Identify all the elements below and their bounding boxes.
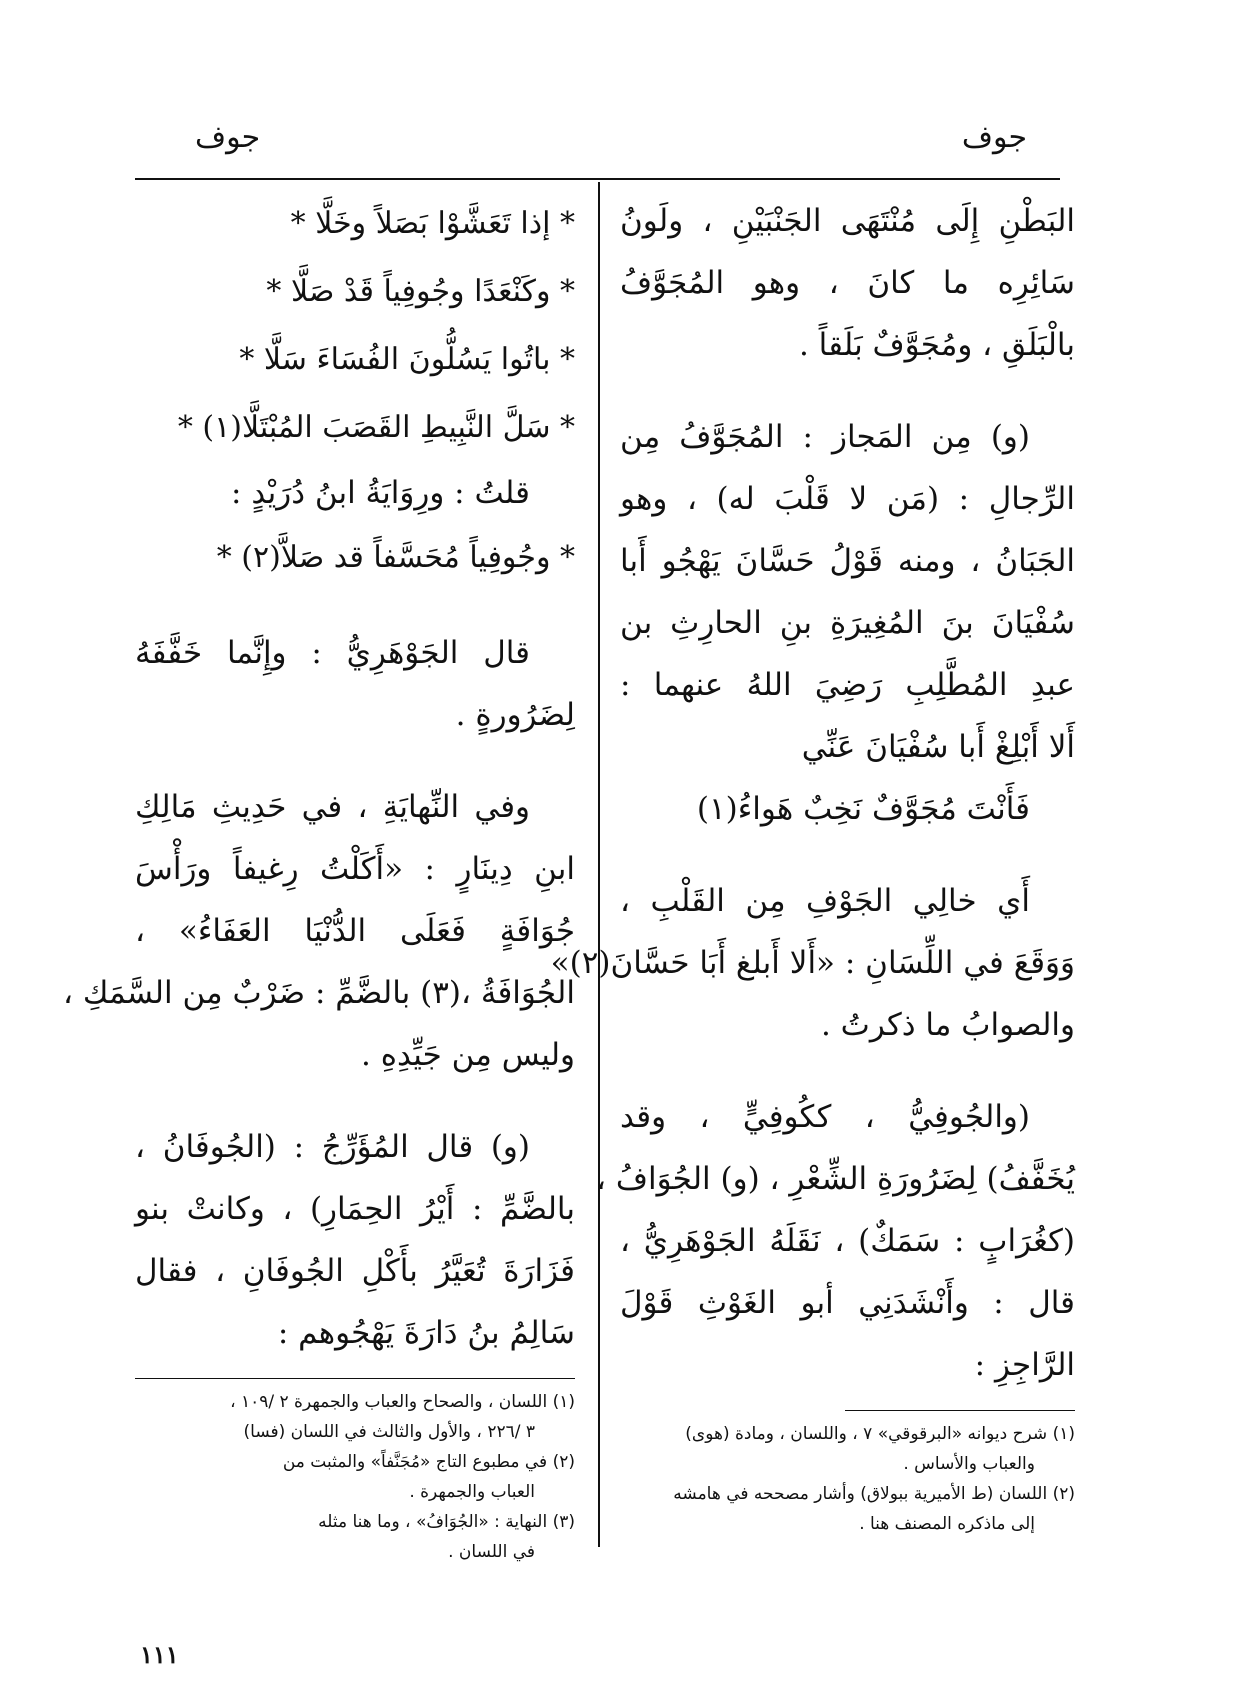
running-head-right: جوف: [961, 120, 1027, 155]
text-line: فَزَارَةَ تُعَيَّرُ بأَكْلِ الجُوفَانِ ، فقال: [135, 1253, 575, 1289]
text-line: بالضَّمِّ : أَيْرُ الحِمَارِ) ، وكانتْ بنو: [135, 1191, 575, 1227]
footnote-rule: [845, 1410, 1075, 1411]
verse-line: * باتُوا يَسُلُّونَ الفُسَاءَ سَلَّا *: [239, 342, 575, 377]
text-line: سَالِمُ بنُ دَارَةَ يَهْجُوهم :: [277, 1315, 575, 1351]
text-line: وَوَقَعَ في اللِّسَانِ : «أَلا أَبلغ أَبَا حَسَّانَ(٢)»: [550, 945, 1075, 981]
text-line: جُوَافَةٍ فَعَلَى الدُّنْيَا العَفَاءُ» ،: [135, 913, 575, 949]
footnote: والعباب والأساس .: [903, 1454, 1035, 1474]
verse-line: * إذا تَعَشَّوْا بَصَلاً وخَلَّا *: [290, 206, 575, 241]
text-line: البَطْنِ إِلَى مُنْتَهَى الجَنْبَيْنِ ، ولَونُ: [620, 203, 1075, 239]
text-line: (و) قال المُؤَرِّجُ : (الجُوفَانُ ،: [135, 1129, 530, 1165]
text-line: الجَبَانُ ، ومنه قَوْلُ حَسَّانَ يَهْجُو أَبا: [620, 543, 1075, 579]
text-line: قال : وأَنْشَدَنِي أبو الغَوْثِ قَوْلَ: [620, 1285, 1075, 1321]
text-line: (كغُرَابٍ : سَمَكٌ) ، نَقَلَهُ الجَوْهَرِيُّ ،: [620, 1223, 1075, 1259]
footnote: (١) اللسان ، والصحاح والعباب والجمهرة ٢ /١٠٩ ،: [230, 1392, 575, 1412]
footnote: (٣) النهاية : «الجُوَافُ» ، وما هنا مثله: [318, 1512, 575, 1532]
footnote: العباب والجمهرة .: [409, 1482, 535, 1502]
footnote: ٣ /٢٢٦ ، والأول والثالث في اللسان (فسا): [243, 1422, 535, 1442]
verse-line: * وجُوفِياً مُحَسَّفاً قد صَلاَّ(٢) *: [216, 540, 575, 575]
text-line: بالْبَلَقِ ، ومُجَوَّفٌ بَلَقاً .: [798, 327, 1075, 363]
footnote-rule: [135, 1378, 575, 1379]
right-column: [550, 190, 1075, 1539]
footnote: (١) شرح ديوانه «البرقوقي» ٧ ، واللسان ، ومادة (هوى): [685, 1424, 1075, 1444]
text-line: وفي النِّهايَةِ ، في حَدِيثِ مَالِكِ: [135, 789, 530, 825]
text-line: الجُوَافَةُ ،(٣) بالضَّمِّ : ضَرْبٌ مِن السَّمَكِ ،: [62, 975, 575, 1011]
text-line: والصوابُ ما ذكرتُ .: [820, 1007, 1075, 1043]
text-line: الرَّاجِزِ :: [974, 1347, 1075, 1383]
text-line: قلتُ : ورِوَايَةُ ابنُ دُرَيْدٍ :: [231, 475, 530, 511]
running-head-left: جوف: [195, 120, 261, 155]
text-line: سَائِرِه ما كانَ ، وهو المُجَوَّفُ: [620, 265, 1075, 301]
text-line: وليس مِن جَيِّدِهِ .: [361, 1037, 575, 1073]
text-line: سُفْيَانَ بنَ المُغِيرَةِ بنِ الحارِثِ بن: [620, 605, 1075, 641]
text-line: الرِّجالِ : (مَن لا قَلْبَ له) ، وهو: [620, 481, 1075, 517]
text-line: يُخَفَّفُ) لِضَرُورَةِ الشِّعْرِ ، (و) الجُوَافُ ،: [595, 1161, 1075, 1197]
text-line: ابنِ دِينَارٍ : «أَكَلْتُ رِغيفاً ورَأْسَ: [135, 851, 575, 887]
text-line: لِضَرُورةٍ .: [455, 697, 575, 733]
text-line: (والجُوفِيُّ ، ككُوفِيٍّ ، وقد: [620, 1099, 1030, 1135]
footnote: (٢) اللسان (ط الأميرية ببولاق) وأشار مصححه في هامشه: [673, 1484, 1075, 1504]
footnote: في اللسان .: [448, 1542, 535, 1562]
column-divider: [598, 182, 600, 1547]
footnote: (٢) في مطبوع التاج «مُجَنَّفاً» والمثبت من: [282, 1452, 575, 1472]
verse-hemistich: أَلا أَبْلِغْ أَبا سُفْيَانَ عَنِّي: [801, 729, 1075, 765]
page-number: ١١١: [140, 1640, 179, 1669]
verse-line: * سَلَّ النَّبِيطِ القَصَبَ المُبْتَلَّا(١) *: [177, 410, 575, 445]
verse-hemistich: فَأَنْتَ مُجَوَّفٌ نَخِبٌ هَواءُ(١): [696, 791, 1030, 827]
text-line: عبدِ المُطَّلِبِ رَضِيَ اللهُ عنهما :: [620, 667, 1075, 703]
text-line: قال الجَوْهَرِيُّ : وإِنَّما خَفَّفَهُ: [135, 635, 530, 671]
text-line: أَي خالِي الجَوْفِ مِن القَلْبِ ،: [620, 883, 1030, 919]
left-column: [62, 190, 575, 1567]
text-line: (و) مِن المَجاز : المُجَوَّفُ مِن: [620, 419, 1030, 455]
verse-line: * وكَنْعَدًا وجُوفِياً قَدْ صَلَّا *: [266, 274, 575, 309]
header-rule: [135, 178, 1060, 180]
footnote: إلى ماذكره المصنف هنا .: [859, 1514, 1035, 1534]
